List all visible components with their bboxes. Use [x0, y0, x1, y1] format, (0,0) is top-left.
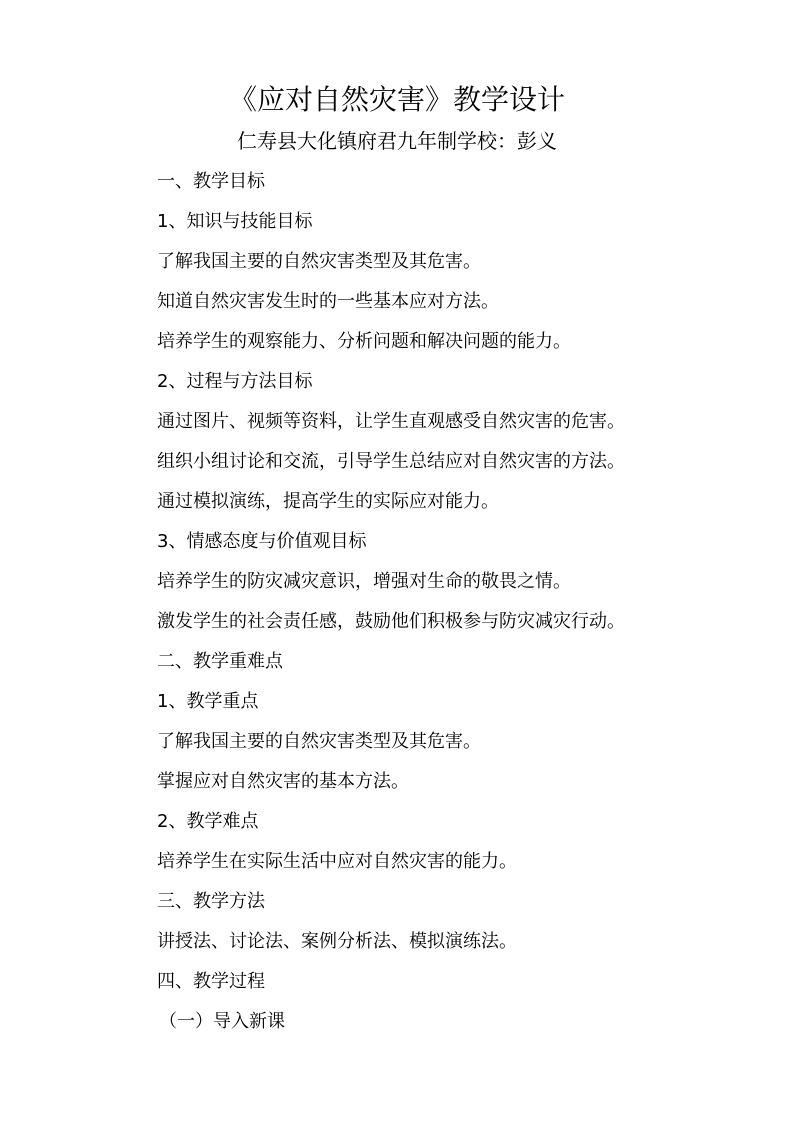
paragraph-line: 知道自然灾害发生时的一些基本应对方法。 — [157, 291, 499, 312]
paragraph-line: 通过模拟演练，提高学生的实际应对能力。 — [157, 491, 499, 512]
section-heading-process: 四、教学过程 — [157, 971, 265, 992]
paragraph-line: 了解我国主要的自然灾害类型及其危害。 — [157, 251, 481, 272]
paragraph-line: 组织小组讨论和交流，引导学生总结应对自然灾害的方法。 — [157, 451, 625, 472]
subheading-emotion-values: 3、情感态度与价值观目标 — [157, 531, 367, 552]
section-heading-key-points: 二、教学重难点 — [157, 651, 283, 672]
subheading-process-methods: 2、过程与方法目标 — [157, 371, 313, 392]
subheading-knowledge-skills: 1、知识与技能目标 — [157, 211, 313, 232]
subsection-heading-intro: （一）导入新课 — [159, 1011, 285, 1032]
document-title: 《应对自然灾害》教学设计 — [228, 83, 565, 116]
document-body — [157, 165, 757, 1045]
paragraph-line: 培养学生的防灾减灾意识，增强对生命的敬畏之情。 — [157, 571, 571, 592]
paragraph-line: 通过图片、视频等资料，让学生直观感受自然灾害的危害。 — [157, 411, 625, 432]
subheading-teaching-focus: 1、教学重点 — [157, 691, 259, 712]
paragraph-line: 了解我国主要的自然灾害类型及其危害。 — [157, 731, 481, 752]
paragraph-line: 培养学生的观察能力、分析问题和解决问题的能力。 — [157, 331, 571, 352]
section-heading-objectives: 一、教学目标 — [157, 171, 265, 192]
subheading-teaching-difficulty: 2、教学难点 — [157, 811, 259, 832]
section-heading-methods: 三、教学方法 — [157, 891, 265, 912]
paragraph-line: 激发学生的社会责任感，鼓励他们积极参与防灾减灾行动。 — [157, 611, 625, 632]
document-subtitle: 仁寿县大化镇府君九年制学校：彭义 — [237, 129, 557, 153]
paragraph-line: 掌握应对自然灾害的基本方法。 — [157, 771, 409, 792]
paragraph-line: 培养学生在实际生活中应对自然灾害的能力。 — [157, 851, 517, 872]
paragraph-line: 讲授法、讨论法、案例分析法、模拟演练法。 — [157, 931, 517, 952]
